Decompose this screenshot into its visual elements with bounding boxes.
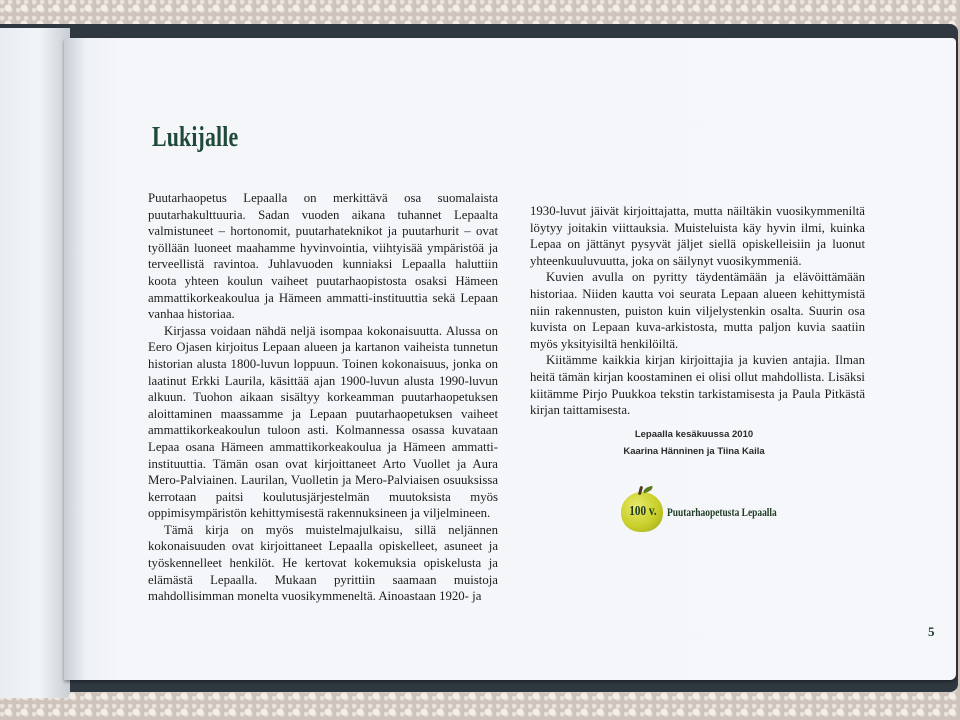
text-column-left: [148, 190, 498, 605]
paragraph: Kuvien avulla on pyritty täydentämään ja elävöittämään historiaa. Niiden kautta voi seurata Lepaan alueen kehittymistä niin rakennusten, puiston kuin viljelystenkin osalta. Suurin osa kuvista on Lepaan kuva-arkistosta, mutta paljon kuvia saatiin myös yksityisiltä henkilöiltä.: [530, 270, 865, 351]
text-column-right: [530, 203, 865, 419]
logo-number: 100 v.: [629, 504, 657, 519]
signature-place-date: Lepaalla kesäkuussa 2010: [634, 429, 754, 440]
signature-authors: Kaarina Hänninen ja Tiina Kaila: [623, 446, 765, 457]
paragraph: Puutarhaopetus Lepaalla on merkittävä osa suomalaista puutarhakulttuuria. Sadan vuoden aikana tuhannet Lepaalta valmistuneet – hortonomit, puutarhateknikot ja puutarhurit – ovat työllään luoneet maahamme hyvinvointia, viihtyisää ympäristöä ja terveellistä ravintoa. Juhlavuoden kunniaksi Lepaalla haluttiin koota yhteen koulun vaiheet puutarhaopistosta osaksi Hämeen ammattikorkeakoulua ja Hämeen ammatti-instituuttia sekä Lepaan vanhaa historiaa.: [148, 191, 498, 322]
page-number: 5: [928, 624, 935, 639]
paragraph: 1930-luvut jäivät kirjoittajatta, mutta näiltäkin vuosikymmeniltä löytyy joitakin viittauksia. Muisteluista käy hyvin ilmi, kuinka Lepaa on jättänyt pysyvät jäljet siellä opiskelleisiin ja luonut yhteenkuuluvuutta, joka on säilynyt vuosikymmeniä.: [530, 204, 865, 268]
paragraph: Tämä kirja on myös muistelmajulkaisu, sillä neljännen kokonaisuuden ovat kirjoittaneet Lepaalla opiskelleet, asuneet ja työskennelleet henkilöt. He kertovat kokemuksia opiskelusta ja elämästä Lepaalla. Mukaan pyrittiin saamaan muistoja mahdollisimman monelta vuosikymmeneltä. Ainoastaan 1920- ja: [148, 522, 498, 604]
anniversary-logo: [621, 488, 777, 534]
logo-text: Puutarhaopetusta Lepaalla: [667, 507, 777, 519]
paragraph: Kirjassa voidaan nähdä neljä isompaa kokonaisuutta. Alussa on Eero Ojasen kirjoitus Lepaan alueen ja kartanon vaiheista tunnetun historian alusta 1800-luvun loppuun. Toinen kokonaisuus, jonka on laatinut Erkki Laurila, käsittää ajan 1900-luvun alusta 1990-luvun alkuun. Tuohon aikaan sisältyy korkeamman puutarhaopetuksen aloittaminen maassamme ja Lepaan puutarhaopetuksen vaiheet ammattikorkeakoulun tuloon asti. Kolmannessa osassa kuvataan Lepaa osana Hämeen ammattikorkeakoulua ja Hämeen ammatti-instituuttia. Tämän osan ovat kirjoittaneet Arto Vuollet ja Aura Mero-Palviainen. Laurilan, Vuolletin ja Mero-Palviaisen osuuksissa kerrotaan paitsi koulutusjärjestelmän muutoksista myös oppimisympäristön kehittymisestä rakennuksineen ja viljelmineen.: [148, 323, 498, 521]
paragraph: Kiitämme kaikkia kirjan kirjoittajia ja kuvien antajia. Ilman heitä tämän kirjan koostaminen ei olisi ollut mahdollista. Lisäksi kiitämme Pirjo Puukkoa tekstin tarkistamisesta ja Paula Pitkästä kirjan taittamisesta.: [530, 353, 865, 418]
signature-block: [614, 426, 774, 460]
page-title: Lukijalle: [152, 122, 239, 153]
left-page-edge: [0, 28, 70, 698]
